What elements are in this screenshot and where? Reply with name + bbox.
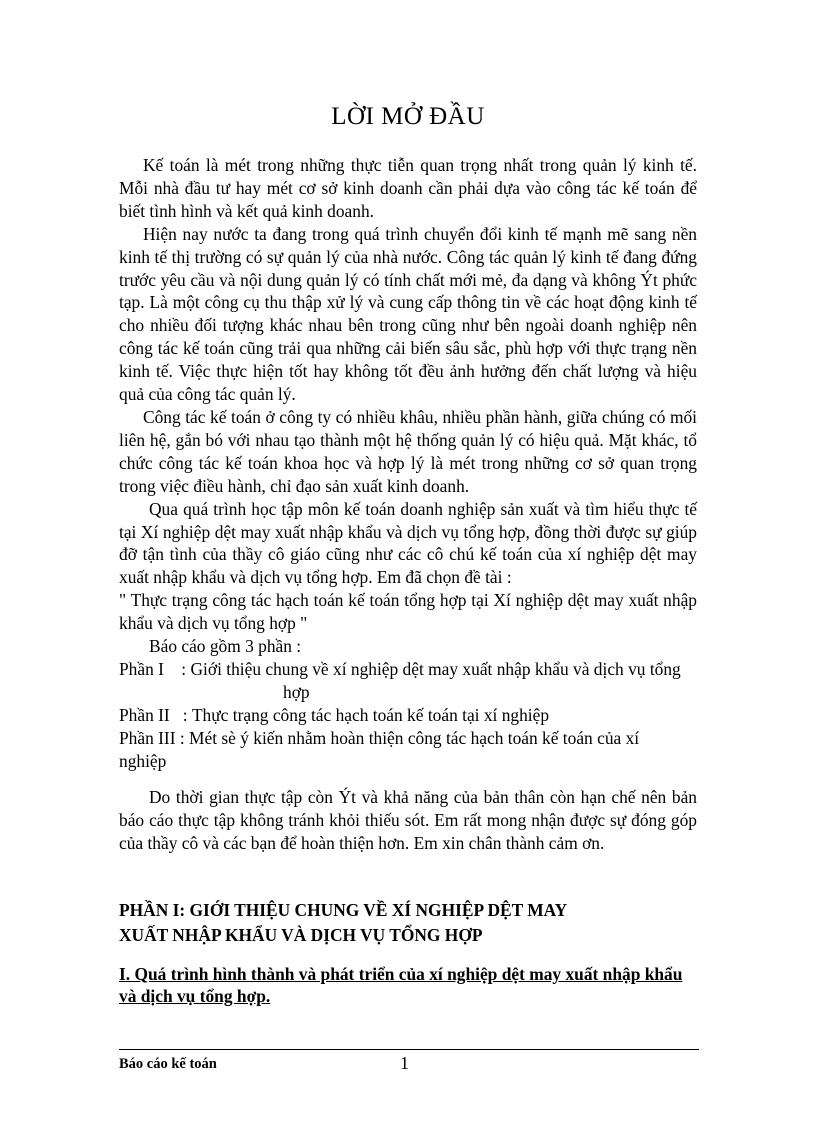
section-heading-line1: PHẦN I: GIỚI THIỆU CHUNG VỀ XÍ NGHIỆP DỆT MAY — [119, 900, 568, 920]
parts-list — [119, 658, 697, 773]
part-text-continued: nghiệp — [119, 750, 167, 771]
footer-divider — [119, 1049, 699, 1050]
footer-label: Báo cáo kế toán — [119, 1056, 217, 1072]
part-item — [119, 727, 697, 773]
page-number: 1 — [400, 1053, 409, 1073]
part-label: Phần III : — [119, 727, 190, 748]
part-item — [119, 704, 697, 727]
part-label: Phần II : — [119, 704, 192, 725]
paragraph-intro: Kế toán là mét trong những thực tiễn quan trọng nhất trong quản lý kinh tế. Mỗi nhà đầu tư hay mét cơ sở kinh doanh cần phải dựa vào công tác kế toán để biết tình hình và kết quả kinh doanh. — [119, 155, 697, 221]
part-label: Phần I : — [119, 658, 191, 679]
part-item — [119, 658, 697, 704]
page-title: LỜI MỞ ĐẦU — [331, 103, 485, 130]
paragraph-context: Hiện nay nước ta đang trong quá trình chuyển đổi kinh tế mạnh mẽ sang nền kinh tế thị trường có sự quản lý của nhà nước. Công tác quản lý kinh tế đang đứng trước yêu cầu và nội dung quản lý có tính chất mới mẻ, đa dạng và không Ýt phức tạp. Là một công cụ thu thập xử lý và cung cấp thông tin về các hoạt động kinh tế cho nhiều đối tượng khác nhau bên trong cũng như bên ngoài doanh nghiệp nên công tác kế toán cũng trải qua những cải biến sâu sắc, phù hợp với thực trạng nền kinh tế. Việc thực hiện tốt hay không tốt đều ảnh hưởng đến chất lượng và hiệu quả của công tác quản lý. — [119, 223, 697, 405]
paragraph-topic: " Thực trạng công tác hạch toán kế toán tổng hợp tại Xí nghiệp dệt may xuất nhập khẩu và dịch vụ tổng hợp " — [119, 590, 697, 634]
section-heading — [119, 898, 697, 948]
body-text — [119, 154, 697, 855]
section-heading-line2: XUẤT NHẬP KHẨU VÀ DỊCH VỤ TỔNG HỢP — [119, 925, 483, 945]
paragraph-closing: Do thời gian thực tập còn Ýt và khả năng của bản thân còn hạn chế nên bản báo cáo thực tập không tránh khỏi thiếu sót. Em rất mong nhận được sự đóng góp của thầy cô và các bạn để hoàn thiện hơn. Em xin chân thành cảm ơn. — [119, 787, 697, 854]
part-text: Mét sè ý kiến nhằm hoàn thiện công tác hạch toán kế toán của xí — [189, 727, 640, 748]
part-text: Thực trạng công tác hạch toán kế toán tại xí nghiệp — [191, 704, 550, 725]
subsection-heading: I. Quá trình hình thành và phát triển của xí nghiệp dệt may xuất nhập khẩu và dịch vụ tổng hợp. — [119, 964, 683, 1006]
part-text-continued: hợp — [283, 681, 310, 702]
part-text: Giới thiệu chung về xí nghiệp dệt may xuất nhập khẩu và dịch vụ tổng — [190, 658, 681, 679]
paragraph-study: Qua quá trình học tập môn kế toán doanh nghiệp sản xuất và tìm hiểu thực tế tại Xí nghiệp dệt may xuất nhập khẩu và dịch vụ tổng hợp, đồng thời được sự giúp đỡ tận tình của thầy cô giáo cũng như các cô chú kế toán của xí nghiệp dệt may xuất nhập khẩu và dịch vụ tổng hợp. Em đã chọn đề tài : — [119, 498, 697, 588]
paragraph-report-parts: Báo cáo gồm 3 phần : — [149, 636, 302, 657]
paragraph-accounting: Công tác kế toán ở công ty có nhiều khâu, nhiều phần hành, giữa chúng có mối liên hệ, gắn bó với nhau tạo thành một hệ thống quản lý có hiệu quả. Mặt khác, tổ chức công tác kế toán khoa học và hợp lý là mét trong những cơ sở quan trọng trong việc điều hành, chỉ đạo sản xuất kinh doanh. — [119, 406, 697, 496]
